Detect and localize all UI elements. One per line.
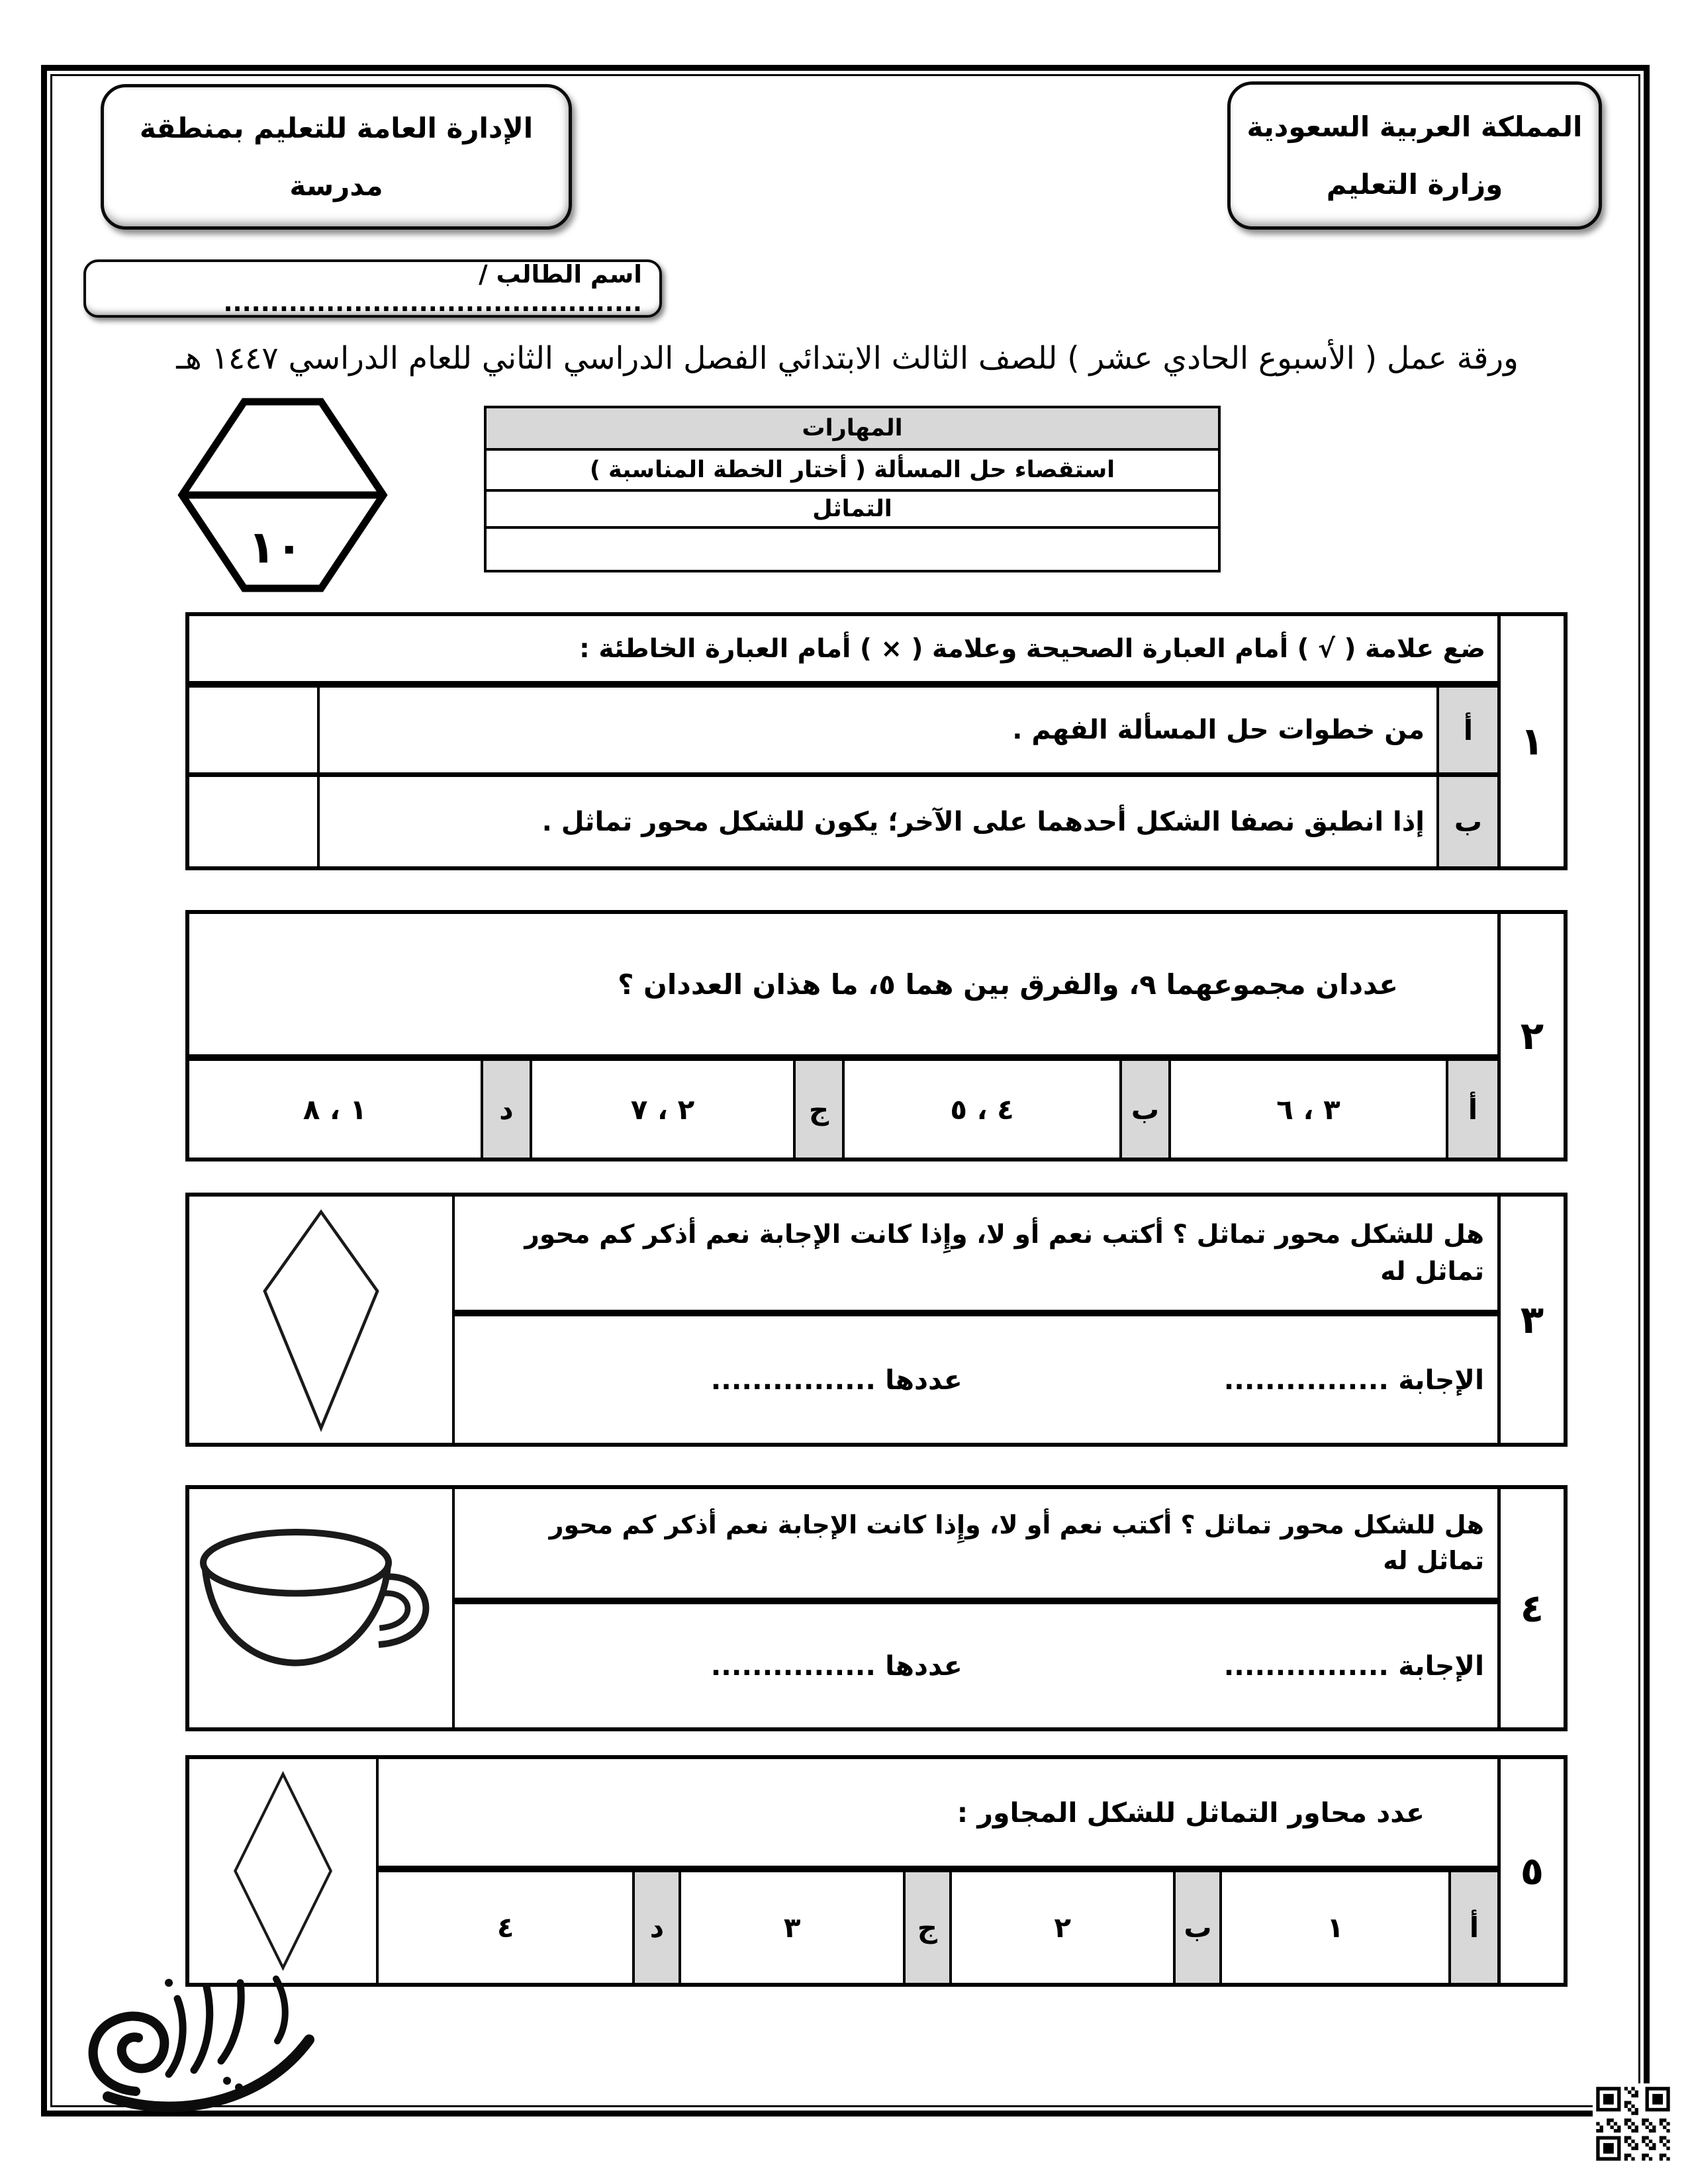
answer-cell [189,777,320,866]
count-line: عددها ................ [710,1650,962,1682]
question-1-prompt: ضع علامة ( √ ) أمام العبارة الصحيحة وعلامة ( × ) أمام العبارة الخاطئة : [189,616,1497,688]
choice-value-d: ١ ، ٨ [303,1093,367,1126]
choice-letter-d: د [481,1061,532,1158]
question-1 [185,612,1568,870]
worksheet-title: ورقة عمل ( الأسبوع الحادي عشر ) للصف الثالث الابتدائي الفصل الدراسي الثاني للعام الدراسي ١٤٤٧ هـ [176,340,1519,377]
choice-value-b: ٢ [1054,1911,1072,1944]
question-3-prompt: هل للشكل محور تماثل ؟ أكتب نعم أو لا، وإِذا كانت الإجابة نعم أذكر كم محور تماثل له [455,1197,1497,1316]
letter-cell-b: ب [1436,777,1497,866]
choice-value-b: ٤ ، ٥ [950,1093,1014,1126]
choice-letter-b: ب [1173,1872,1222,1983]
question-4 [185,1485,1568,1731]
score-value: ١٠ [248,522,303,574]
question-4-number: ٤ [1497,1489,1564,1727]
question-3-number: ٣ [1497,1197,1564,1443]
question-3-answer-row [455,1316,1497,1443]
question-5-choices [379,1872,1497,1983]
hexagon-shape [177,396,388,594]
skills-table [484,406,1221,572]
ministry-line: وزارة التعليم [1326,168,1503,201]
choice-value-c: ٣ [783,1911,801,1944]
school-line: مدرسة [289,169,383,202]
statement-a: من خطوات حل المسألة الفهم . [320,688,1436,777]
choice-letter-a: أ [1448,1872,1497,1983]
kite-shape [189,1197,455,1443]
skill-row-2: التماثل [487,492,1218,529]
question-5-prompt: عدد محاور التماثل للشكل المجاور : [379,1759,1497,1872]
rhombus-shape [189,1759,379,1983]
question-2 [185,910,1568,1161]
question-4-answer-row [455,1604,1497,1727]
question-2-number: ٢ [1497,914,1564,1158]
question-3 [185,1193,1568,1447]
kingdom-header-box [1227,81,1602,230]
skill-row-1: استقصاء حل المسألة ( أختار الخطة المناسبة ) [487,451,1218,492]
choice-letter-c: ج [793,1061,845,1158]
letter-cell-a: أ [1436,688,1497,777]
answer-cell [189,688,320,777]
skill-row-3 [487,529,1218,570]
skills-header: المهارات [487,408,1218,451]
choice-letter-a: أ [1446,1061,1497,1158]
question-1-number: ١ [1497,616,1564,866]
choice-value-a: ١ [1327,1911,1344,1944]
question-5 [185,1755,1568,1987]
student-name-label: اسم الطالب / ............................................. [223,260,642,317]
choice-value-c: ٢ ، ٧ [630,1093,695,1126]
choice-value-d: ٤ [496,1911,514,1944]
signature-watermark [70,1960,354,2116]
cup-shape [189,1489,455,1727]
statement-b: إذا انطبق نصفا الشكل أحدهما على الآخر؛ يكون للشكل محور تماثل . [541,806,1425,837]
question-5-number: ٥ [1497,1759,1564,1983]
admin-header-box [101,84,572,230]
qr-code [1593,2083,1673,2164]
question-4-prompt: هل للشكل محور تماثل ؟ أكتب نعم أو لا، وإِذا كانت الإجابة نعم أذكر كم محور تماثل له [455,1489,1497,1604]
choice-value-a: ٣ ، ٦ [1276,1093,1340,1126]
choice-letter-b: ب [1119,1061,1171,1158]
admin-line: الإدارة العامة للتعليم بمنطقة [139,112,534,145]
score-hexagon [177,396,388,594]
choice-letter-c: ج [903,1872,952,1983]
answer-line: الإجابة ................ [1223,1650,1484,1682]
choice-letter-d: د [632,1872,681,1983]
count-line: عددها ................ [710,1363,962,1396]
question-2-prompt: عددان مجموعهما ٩، والفرق بين هما ٥، ما هذان العددان ؟ [189,914,1497,1061]
student-name-box [83,259,662,318]
answer-line: الإجابة ................ [1223,1363,1484,1396]
kingdom-line: المملكة العربية السعودية [1246,110,1583,143]
